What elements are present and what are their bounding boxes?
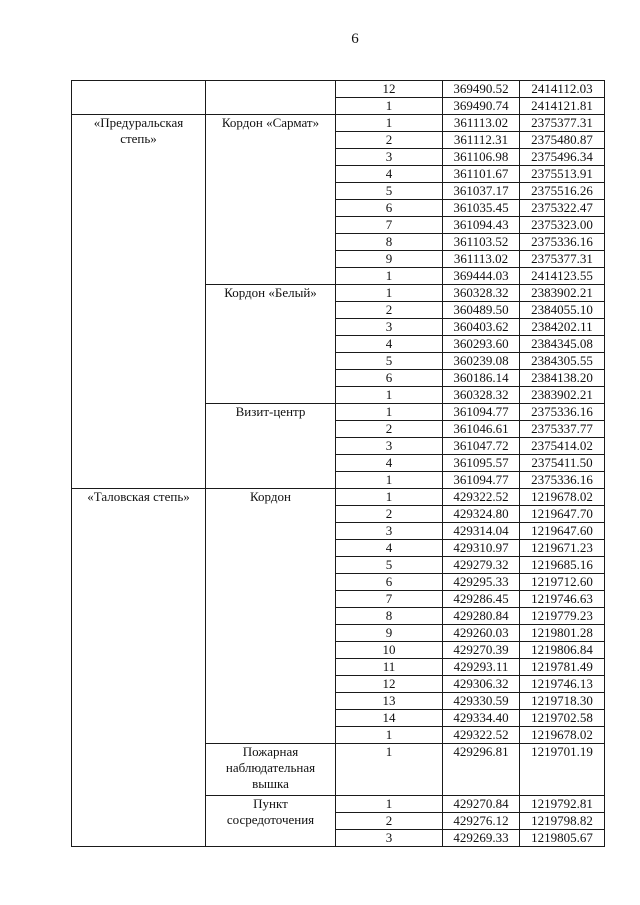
coord-y-cell: 1219779.23 <box>520 608 605 625</box>
coord-x-cell: 361106.98 <box>443 149 520 166</box>
coord-y-cell: 1219678.02 <box>520 727 605 744</box>
coord-y-cell: 2375336.16 <box>520 234 605 251</box>
coord-x-cell: 429310.97 <box>443 540 520 557</box>
coord-x-cell: 361103.52 <box>443 234 520 251</box>
point-number-cell: 5 <box>336 183 443 200</box>
point-number-cell: 4 <box>336 166 443 183</box>
point-number-cell: 6 <box>336 200 443 217</box>
coord-y-cell: 1219647.60 <box>520 523 605 540</box>
coord-x-cell: 429260.03 <box>443 625 520 642</box>
coord-y-cell: 2375480.87 <box>520 132 605 149</box>
coord-x-cell: 361113.02 <box>443 115 520 132</box>
point-number-cell: 3 <box>336 830 443 847</box>
coord-x-cell: 429279.32 <box>443 557 520 574</box>
coord-x-cell: 429270.84 <box>443 796 520 813</box>
point-number-cell: 7 <box>336 591 443 608</box>
coord-y-cell: 2375336.16 <box>520 472 605 489</box>
point-number-cell: 1 <box>336 727 443 744</box>
coord-x-cell: 429270.39 <box>443 642 520 659</box>
point-number-cell: 9 <box>336 251 443 268</box>
area-name-cell: «Таловская степь» <box>72 489 206 847</box>
point-number-cell: 3 <box>336 149 443 166</box>
coord-y-cell: 1219798.82 <box>520 813 605 830</box>
point-number-cell: 8 <box>336 234 443 251</box>
coord-x-cell: 429314.04 <box>443 523 520 540</box>
coord-y-cell: 2384202.11 <box>520 319 605 336</box>
coord-y-cell: 2383902.21 <box>520 387 605 404</box>
coord-y-cell: 2375377.31 <box>520 115 605 132</box>
point-number-cell: 1 <box>336 796 443 813</box>
coord-x-cell: 361112.31 <box>443 132 520 149</box>
coord-x-cell: 361095.57 <box>443 455 520 472</box>
coord-x-cell: 429306.32 <box>443 676 520 693</box>
coord-y-cell: 2414112.03 <box>520 81 605 98</box>
coord-y-cell: 1219805.67 <box>520 830 605 847</box>
point-number-cell: 1 <box>336 268 443 285</box>
coord-y-cell: 2375322.47 <box>520 200 605 217</box>
point-number-cell: 8 <box>336 608 443 625</box>
coord-y-cell: 1219712.60 <box>520 574 605 591</box>
coord-y-cell: 1219685.16 <box>520 557 605 574</box>
point-number-cell: 14 <box>336 710 443 727</box>
coord-y-cell: 2375323.00 <box>520 217 605 234</box>
point-number-cell: 12 <box>336 676 443 693</box>
object-name-cell: Пожарная наблюдательная вышка <box>206 744 336 796</box>
coord-x-cell: 360489.50 <box>443 302 520 319</box>
coord-y-cell: 2414121.81 <box>520 98 605 115</box>
point-number-cell: 11 <box>336 659 443 676</box>
coord-x-cell: 369490.52 <box>443 81 520 98</box>
point-number-cell: 1 <box>336 744 443 796</box>
coord-x-cell: 429293.11 <box>443 659 520 676</box>
coord-x-cell: 360239.08 <box>443 353 520 370</box>
point-number-cell: 2 <box>336 132 443 149</box>
coord-y-cell: 1219746.63 <box>520 591 605 608</box>
point-number-cell: 12 <box>336 81 443 98</box>
coord-y-cell: 2375377.31 <box>520 251 605 268</box>
coord-x-cell: 429324.80 <box>443 506 520 523</box>
coord-x-cell: 429295.33 <box>443 574 520 591</box>
coord-y-cell: 1219781.49 <box>520 659 605 676</box>
point-number-cell: 1 <box>336 404 443 421</box>
coord-y-cell: 1219678.02 <box>520 489 605 506</box>
object-name-cell <box>206 81 336 115</box>
coord-x-cell: 361037.17 <box>443 183 520 200</box>
coord-y-cell: 2375496.34 <box>520 149 605 166</box>
coord-x-cell: 360186.14 <box>443 370 520 387</box>
coord-y-cell: 2384055.10 <box>520 302 605 319</box>
object-name-cell: Пункт сосредоточения <box>206 796 336 847</box>
coord-x-cell: 429322.52 <box>443 727 520 744</box>
point-number-cell: 3 <box>336 438 443 455</box>
coord-x-cell: 361035.45 <box>443 200 520 217</box>
point-number-cell: 2 <box>336 302 443 319</box>
coord-y-cell: 1219806.84 <box>520 642 605 659</box>
coordinates-table <box>71 80 605 847</box>
point-number-cell: 5 <box>336 353 443 370</box>
point-number-cell: 5 <box>336 557 443 574</box>
coord-x-cell: 429280.84 <box>443 608 520 625</box>
object-name-cell: Визит-центр <box>206 404 336 489</box>
area-name-cell <box>72 81 206 115</box>
point-number-cell: 2 <box>336 506 443 523</box>
point-number-cell: 13 <box>336 693 443 710</box>
point-number-cell: 1 <box>336 115 443 132</box>
coord-x-cell: 361094.43 <box>443 217 520 234</box>
coord-x-cell: 429330.59 <box>443 693 520 710</box>
coord-x-cell: 361047.72 <box>443 438 520 455</box>
point-number-cell: 10 <box>336 642 443 659</box>
area-name-cell: «Предуральская степь» <box>72 115 206 489</box>
coord-y-cell: 2384138.20 <box>520 370 605 387</box>
coord-x-cell: 361101.67 <box>443 166 520 183</box>
coord-y-cell: 1219671.23 <box>520 540 605 557</box>
coord-y-cell: 2375513.91 <box>520 166 605 183</box>
point-number-cell: 2 <box>336 813 443 830</box>
point-number-cell: 9 <box>336 625 443 642</box>
coord-y-cell: 2375414.02 <box>520 438 605 455</box>
coord-y-cell: 2375516.26 <box>520 183 605 200</box>
coord-y-cell: 1219801.28 <box>520 625 605 642</box>
point-number-cell: 2 <box>336 421 443 438</box>
coord-x-cell: 361094.77 <box>443 472 520 489</box>
coord-x-cell: 429269.33 <box>443 830 520 847</box>
table-row <box>72 115 605 132</box>
point-number-cell: 1 <box>336 98 443 115</box>
coord-x-cell: 361113.02 <box>443 251 520 268</box>
coord-y-cell: 2375411.50 <box>520 455 605 472</box>
coord-x-cell: 360403.62 <box>443 319 520 336</box>
object-name-cell: Кордон «Сармат» <box>206 115 336 285</box>
point-number-cell: 6 <box>336 574 443 591</box>
point-number-cell: 7 <box>336 217 443 234</box>
coord-y-cell: 1219746.13 <box>520 676 605 693</box>
coord-y-cell: 2375337.77 <box>520 421 605 438</box>
coord-x-cell: 429296.81 <box>443 744 520 796</box>
point-number-cell: 4 <box>336 540 443 557</box>
coord-x-cell: 429276.12 <box>443 813 520 830</box>
coord-x-cell: 360328.32 <box>443 387 520 404</box>
coord-x-cell: 369444.03 <box>443 268 520 285</box>
page-number: 6 <box>351 31 359 47</box>
point-number-cell: 1 <box>336 472 443 489</box>
coord-y-cell: 2384305.55 <box>520 353 605 370</box>
point-number-cell: 6 <box>336 370 443 387</box>
point-number-cell: 4 <box>336 455 443 472</box>
point-number-cell: 4 <box>336 336 443 353</box>
coord-x-cell: 429286.45 <box>443 591 520 608</box>
point-number-cell: 1 <box>336 285 443 302</box>
coord-x-cell: 429334.40 <box>443 710 520 727</box>
point-number-cell: 1 <box>336 489 443 506</box>
table-row <box>72 81 605 98</box>
object-name-cell: Кордон <box>206 489 336 744</box>
coord-y-cell: 2414123.55 <box>520 268 605 285</box>
coord-y-cell: 1219647.70 <box>520 506 605 523</box>
coord-x-cell: 361046.61 <box>443 421 520 438</box>
coord-y-cell: 1219701.19 <box>520 744 605 796</box>
coord-y-cell: 1219702.58 <box>520 710 605 727</box>
table-row <box>72 489 605 506</box>
coordinates-table-body <box>72 81 605 847</box>
coord-x-cell: 360293.60 <box>443 336 520 353</box>
coord-y-cell: 2383902.21 <box>520 285 605 302</box>
coord-x-cell: 360328.32 <box>443 285 520 302</box>
coord-x-cell: 369490.74 <box>443 98 520 115</box>
point-number-cell: 3 <box>336 523 443 540</box>
coord-x-cell: 429322.52 <box>443 489 520 506</box>
coord-x-cell: 361094.77 <box>443 404 520 421</box>
coord-y-cell: 1219792.81 <box>520 796 605 813</box>
point-number-cell: 1 <box>336 387 443 404</box>
point-number-cell: 3 <box>336 319 443 336</box>
coord-y-cell: 1219718.30 <box>520 693 605 710</box>
coord-y-cell: 2384345.08 <box>520 336 605 353</box>
coord-y-cell: 2375336.16 <box>520 404 605 421</box>
object-name-cell: Кордон «Белый» <box>206 285 336 404</box>
